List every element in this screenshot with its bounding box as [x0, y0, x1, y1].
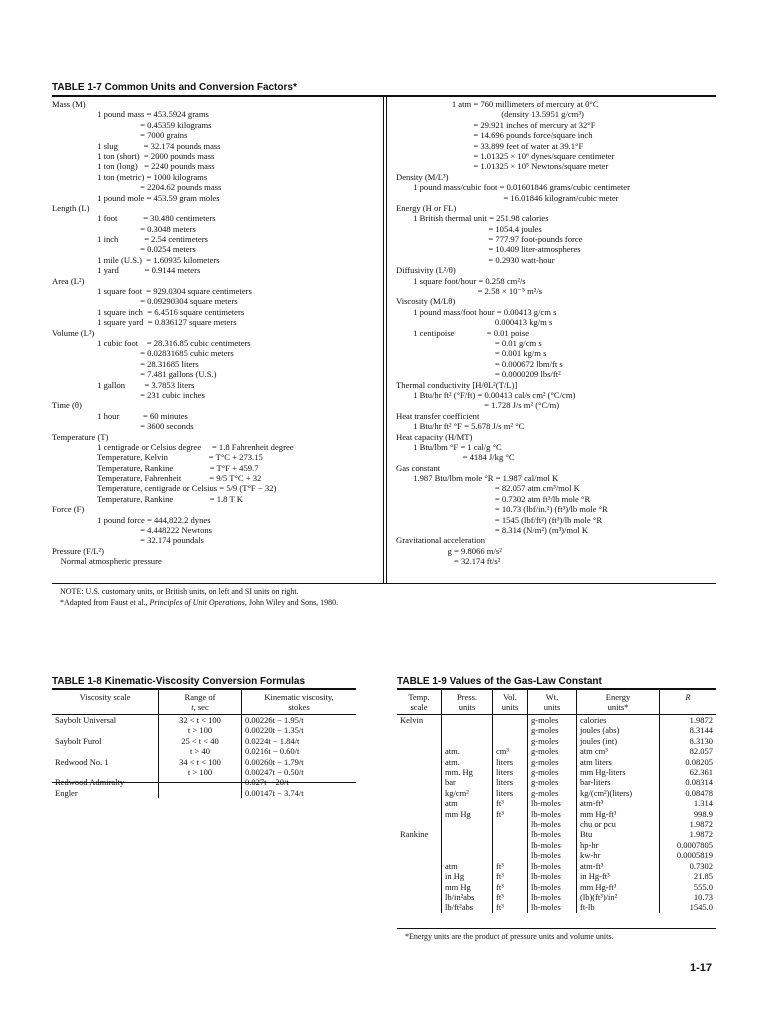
table-cell: [397, 757, 442, 767]
table-cell: ft³: [493, 861, 528, 871]
conversion-line: Gravitational acceleration: [396, 535, 485, 546]
table-cell: lb-moles: [528, 861, 577, 871]
table-1-8-title: TABLE 1-8 Kinematic-Viscosity Conversion Formulas: [52, 676, 306, 687]
cell-scale: Saybolt Furol: [52, 736, 159, 746]
table-cell: [442, 819, 493, 829]
cell-scale: Engler: [52, 788, 159, 798]
conversion-line: = 0.7302 atm ft³/lb mole °R: [396, 493, 591, 504]
table-cell: [397, 850, 442, 860]
conversion-line: 1 pound mass/foot hour = 0.00413 g/cm s: [396, 306, 557, 317]
conversion-line: 1 slug = 32.174 pounds mass: [52, 140, 221, 151]
table-row: [397, 798, 716, 808]
conversion-line: = 0.2930 watt-hour: [396, 254, 555, 265]
col-header-wt-units: Wt. units: [528, 690, 577, 715]
conversion-line: (density 13.5951 g/cm³): [396, 109, 584, 120]
table-row: [397, 757, 716, 767]
cell-range: t > 40: [159, 746, 242, 756]
table-cell: Btu: [577, 829, 660, 839]
table-cell: atm.: [442, 746, 493, 756]
table-row: [397, 736, 716, 746]
conversion-line: = 1.01325 × 10⁶ dynes/square centimeter: [396, 150, 615, 161]
col-header-vol-units: Vol. units: [493, 690, 528, 715]
conversion-line: = 1545 (lbf/ft²) (ft³)/lb mole °R: [396, 514, 603, 525]
table-cell: lb-moles: [528, 798, 577, 808]
table-cell: in Hg: [442, 871, 493, 881]
conversion-line: Temperature, Fahrenheit = 9/5 T°C + 32: [52, 473, 262, 484]
table-1-7-title: TABLE 1-7 Common Units and Conversion Factors*: [52, 82, 297, 93]
conversion-line: 1.987 Btu/lbm mole °R = 1.987 cal/mol K: [396, 473, 559, 484]
table-cell: lb-moles: [528, 840, 577, 850]
table-row: [397, 840, 716, 850]
cell-range: t > 100: [159, 725, 242, 735]
conversion-line: = 0.0000209 lbs/ft²: [396, 369, 561, 380]
table-cell: [493, 715, 528, 726]
table-cell: 0.0007805: [676, 839, 713, 850]
table-cell: g-moles: [528, 746, 577, 756]
table-cell: g-moles: [528, 767, 577, 777]
table-1-7-us-units-column: [52, 99, 294, 567]
conversion-line: 1 Btu/hr ft² °F = 5.678 J/s m² °C: [396, 421, 525, 432]
conversion-line: = 10.409 liter-atmospheres: [396, 244, 581, 255]
conversion-line: Energy (H or FL): [396, 202, 457, 213]
conversion-line: = 0.02831685 cubic meters: [52, 348, 234, 359]
table-cell: 998.9: [693, 808, 713, 819]
table-row: [52, 767, 356, 777]
table-cell: atm cm³: [577, 746, 660, 756]
table-1-9-bottom-rule: [397, 928, 716, 929]
table-cell: hp-hr: [577, 840, 660, 850]
table-cell: [442, 840, 493, 850]
conversion-line: = 4184 J/kg °C: [396, 452, 515, 463]
table-cell: lb-moles: [528, 871, 577, 881]
conversion-line: = 2.58 × 10⁻⁵ m²/s: [396, 286, 543, 297]
conversion-line: = 32.174 poundals: [52, 535, 204, 546]
conversion-line: 1 ton (short) = 2000 pounds mass: [52, 150, 215, 161]
table-cell: mm Hg: [442, 809, 493, 819]
conversion-line: 1 foot = 30.480 centimeters: [52, 213, 216, 224]
cell-range: 34 < t < 100: [159, 757, 242, 767]
table-row: [397, 902, 716, 912]
table-cell: [442, 725, 493, 735]
table-row: [52, 746, 356, 756]
table-cell: [493, 819, 528, 829]
table-row: [52, 736, 356, 746]
conversion-line: = 14.696 pounds force/square inch: [396, 130, 593, 141]
table-row: [397, 882, 716, 892]
conversion-line: Temperature, Rankine = 1.8 T K: [52, 493, 243, 504]
conversion-line: 1 square foot = 929.0304 square centimeters: [52, 286, 252, 297]
conversion-line: = 4.448222 Newtons: [52, 525, 213, 536]
table-cell: [397, 746, 442, 756]
conversion-line: = 1.728 J/s m² (°C/m): [396, 400, 560, 411]
conversion-line: Force (F): [52, 504, 85, 515]
table-cell: [442, 715, 493, 726]
table-cell: [397, 840, 442, 850]
table-cell: 62.361: [689, 767, 713, 778]
table-row: [397, 861, 716, 871]
table-cell: g-moles: [528, 777, 577, 787]
conversion-line: = 231 cubic inches: [52, 389, 205, 400]
cell-scale: Saybolt Universal: [52, 715, 159, 726]
conversion-line: = 0.3048 meters: [52, 223, 196, 234]
table-cell: lb-moles: [528, 850, 577, 860]
conversion-line: 1 atm = 760 millimeters of mercury at 0°C: [396, 99, 599, 109]
table-row: [397, 809, 716, 819]
table-cell: 1.9872: [689, 715, 713, 725]
conversion-line: Thermal conductivity [H/θL²(T/L)]: [396, 379, 518, 390]
table-cell: [397, 725, 442, 735]
conversion-line: 1 cubic foot = 28.316.85 cubic centimeters: [52, 337, 251, 348]
table-cell: 555.0: [693, 881, 713, 892]
table-cell: Kelvin: [397, 715, 442, 726]
table-cell: [397, 809, 442, 819]
table-cell: joules (abs): [577, 725, 660, 735]
table-cell: bar: [442, 777, 493, 787]
table-cell: mm Hg-liters: [577, 767, 660, 777]
table-cell: kw-hr: [577, 850, 660, 860]
table-cell: [397, 736, 442, 746]
conversion-line: 1 ton (metric) = 1000 kilograms: [52, 171, 208, 182]
table-cell: lb/ft²abs: [442, 902, 493, 912]
table-cell: atm-ft³: [577, 798, 660, 808]
conversion-line: = 777.97 foot-pounds force: [396, 234, 583, 245]
table-1-7-divider-b: [386, 97, 387, 583]
table-cell: ft³: [493, 892, 528, 902]
table-row: [52, 757, 356, 767]
conversion-line: = 28.31685 liters: [52, 358, 199, 369]
conversion-line: 1 pound mole = 453.59 gram moles: [52, 192, 220, 203]
col-header-viscosity-scale: Viscosity scale: [52, 690, 159, 715]
conversion-line: 1 inch = 2.54 centimeters: [52, 234, 208, 245]
table-cell: 0.08205: [685, 756, 713, 767]
table-cell: mm Hg: [442, 882, 493, 892]
col-header-energy-units: Energy units*: [577, 690, 660, 715]
table-cell: g-moles: [528, 736, 577, 746]
table-row: [397, 767, 716, 777]
table-cell: [493, 840, 528, 850]
table-cell: 0.0005819: [676, 850, 713, 861]
table-row: [397, 892, 716, 902]
table-cell: g-moles: [528, 788, 577, 798]
conversion-line: 1 Btu/hr ft² (°F/ft) = 0.00413 cal/s cm² (°C/cm): [396, 389, 576, 400]
cell-formula: 0.00220t − 1.35/t: [245, 725, 304, 736]
conversion-line: = 32.174 ft/s²: [396, 556, 501, 567]
conversion-line: 1 mile (U.S.) = 1.60935 kilometers: [52, 254, 220, 265]
conversion-line: 1 pound mass = 453.5924 grams: [52, 109, 209, 120]
table-cell: [397, 892, 442, 902]
cell-formula: 0.00147t − 3.74/t: [245, 787, 304, 798]
conversion-line: = 29.921 inches of mercury at 32°F: [396, 119, 596, 130]
table-cell: lb-moles: [528, 809, 577, 819]
conversion-line: = 82.057 atm cm³/mol K: [396, 483, 580, 494]
table-cell: mm Hg-ft³: [577, 882, 660, 892]
table-cell: in Hg-ft³: [577, 871, 660, 881]
table-cell: ft-lb: [577, 902, 660, 912]
conversion-line: 1 pound force = 444,822.2 dynes: [52, 514, 211, 525]
table-cell: ft³: [493, 871, 528, 881]
col-header-r: R: [685, 692, 691, 702]
conversion-line: g = 9.8066 m/s²: [396, 545, 502, 556]
table-cell: mm. Hg: [442, 767, 493, 777]
conversion-line: Heat capacity (H/MT): [396, 431, 473, 442]
table-1-7-si-units-column: [396, 99, 630, 567]
conversion-line: Temperature, Rankine = T°F + 459.7: [52, 462, 259, 473]
conversion-line: 1 hour = 60 minutes: [52, 410, 188, 421]
cell-formula: 0.0224t − 1.84/t: [245, 735, 300, 746]
table-cell: [397, 767, 442, 777]
conversion-line: = 0.09290304 square meters: [52, 296, 238, 307]
cell-range: 25 < t < 40: [159, 736, 242, 746]
table-cell: atm liters: [577, 757, 660, 767]
col-header-press-units: Press. units: [442, 690, 493, 715]
table-cell: 8.3144: [689, 725, 713, 736]
conversion-line: Viscosity (M/Lθ): [396, 296, 456, 307]
table-cell: 0.7302: [689, 860, 713, 871]
conversion-line: = 7.481 gallons (U.S.): [52, 369, 217, 380]
col-header-range: Range of t, sec: [159, 690, 242, 715]
table-cell: [397, 882, 442, 892]
table-cell: [442, 850, 493, 860]
conversion-line: = 0.01 g/cm s: [396, 337, 542, 348]
cell-formula: 0.00260t − 1.79/t: [245, 756, 304, 767]
conversion-line: = 0.000672 lbm/ft s: [396, 358, 563, 369]
table-cell: liters: [493, 788, 528, 798]
conversion-line: 0.000413 kg/m s: [396, 317, 553, 328]
conversion-line: = 0.001 kg/m s: [396, 348, 547, 359]
table-cell: calories: [577, 715, 660, 726]
conversion-line: Mass (M): [52, 99, 86, 109]
col-header-temp-scale: Temp. scale: [397, 690, 442, 715]
table-1-8-bottom-rule: [52, 782, 356, 783]
conversion-line: = 0.0254 meters: [52, 244, 196, 255]
cell-formula: 0.00247t − 0.50/t: [245, 767, 304, 778]
table-row: [397, 829, 716, 839]
table-cell: lb-moles: [528, 819, 577, 829]
conversion-line: Gas constant: [396, 462, 441, 473]
table-cell: [397, 871, 442, 881]
table-cell: lb-moles: [528, 829, 577, 839]
conversion-line: 1 ton (long) = 2240 pounds mass: [52, 161, 215, 172]
cell-scale: [52, 725, 159, 735]
conversion-line: Length (L): [52, 202, 90, 213]
table-cell: [442, 829, 493, 839]
conversion-line: Time (θ): [52, 400, 82, 411]
conversion-line: 1 centipoise = 0.01 poise: [396, 327, 530, 338]
table-cell: [397, 819, 442, 829]
table-cell: kg/cm²: [442, 788, 493, 798]
page-number: 1-17: [690, 962, 713, 974]
table-cell: g-moles: [528, 725, 577, 735]
conversion-line: Pressure (F/L²): [52, 545, 104, 556]
table-row: [52, 715, 356, 726]
conversion-line: Heat transfer coefficient: [396, 410, 480, 421]
table-cell: liters: [493, 757, 528, 767]
table-cell: [493, 850, 528, 860]
table-cell: kg/(cm²)(liters): [577, 788, 660, 798]
col-header-kinematic-viscosity: Kinematic viscosity, stokes: [264, 692, 334, 712]
table-cell: ft³: [493, 902, 528, 912]
conversion-line: Normal atmospheric pressure: [52, 556, 162, 567]
conversion-line: 1 square foot/hour = 0.258 cm²/s: [396, 275, 526, 286]
table-cell: 10.73: [693, 891, 713, 902]
cell-range: [159, 788, 242, 798]
cell-range: 32 < t < 100: [159, 715, 242, 726]
table-row: [397, 746, 716, 756]
table-cell: (lb)(ft³)/in²: [577, 892, 660, 902]
table-cell: 1.9872: [689, 819, 713, 830]
conversion-line: = 10.73 (lbf/in.²) (ft³)/lb mole °R: [396, 504, 608, 515]
table-1-9-footnote: *Energy units are the product of pressure units and volume units.: [405, 932, 614, 941]
conversion-line: Temperature, Kelvin = T°C + 273.15: [52, 452, 263, 463]
table-row: [397, 850, 716, 860]
table-1-7-top-rule: [52, 95, 716, 97]
conversion-line: 1 Btu/lbm °F = 1 cal/g °C: [396, 441, 502, 452]
table-cell: atm.: [442, 757, 493, 767]
conversion-line: = 16.01846 kilogram/cubic meter: [396, 192, 619, 203]
table-cell: [493, 829, 528, 839]
conversion-line: = 3600 seconds: [52, 421, 194, 432]
table-1-7-note: NOTE: U.S. customary units, or British units, on left and SI units on right.: [60, 587, 299, 596]
table-cell: mm Hg-ft³: [577, 809, 660, 819]
table-cell: lb-moles: [528, 892, 577, 902]
conversion-line: = 2204.62 pounds mass: [52, 182, 222, 193]
conversion-line: 1 yard = 0.9144 meters: [52, 265, 201, 276]
conversion-line: = 0.45359 kilograms: [52, 119, 212, 130]
table-cell: lb-moles: [528, 902, 577, 912]
conversion-line: Area (L²): [52, 275, 85, 286]
table-cell: [397, 788, 442, 798]
conversion-line: Temperature (T): [52, 431, 109, 442]
table-cell: g-moles: [528, 757, 577, 767]
table-cell: [442, 736, 493, 746]
table-cell: [397, 798, 442, 808]
cell-scale: Redwood No. 1: [52, 757, 159, 767]
conversion-line: = 7000 grains: [52, 130, 188, 141]
conversion-line: = 1054.4 joules: [396, 223, 542, 234]
table-row: [397, 725, 716, 735]
table-cell: lb/in²abs: [442, 892, 493, 902]
conversion-line: = 8.314 (N/m²) (m³)/mol K: [396, 525, 589, 536]
conversion-line: 1 gallon = 3.7853 liters: [52, 379, 195, 390]
conversion-line: 1 square yard = 0.836127 square meters: [52, 317, 237, 328]
conversion-line: 1 British thermal unit = 251.98 calories: [396, 213, 549, 224]
conversion-line: Temperature, centigrade or Celsius = 5/9 (T°F − 32): [52, 483, 277, 494]
conversion-line: = 33.899 feet of water at 39.1°F: [396, 140, 584, 151]
table-row: [397, 715, 716, 726]
conversion-line: Diffusivity (L²/θ): [396, 265, 456, 276]
table-cell: Rankine: [397, 829, 442, 839]
table-cell: liters: [493, 777, 528, 787]
table-cell: 0.08478: [685, 787, 713, 798]
table-row: [397, 819, 716, 829]
table-cell: 1.9872: [689, 829, 713, 840]
table-row: [52, 788, 356, 798]
table-cell: [397, 777, 442, 787]
table-cell: 0.08314: [685, 777, 713, 788]
table-cell: joules (int): [577, 736, 660, 746]
table-cell: [493, 725, 528, 735]
table-1-9-title: TABLE 1-9 Values of the Gas-Law Constant: [397, 676, 602, 687]
table-cell: lb-moles: [528, 882, 577, 892]
conversion-line: Volume (L³): [52, 327, 95, 338]
table-row: [397, 777, 716, 787]
table-cell: ft³: [493, 798, 528, 808]
table-cell: atm-ft³: [577, 861, 660, 871]
table-1-9: [397, 690, 716, 913]
table-cell: 8.3130: [689, 735, 713, 746]
cell-scale: [52, 767, 159, 777]
conversion-line: 1 square inch = 6.4516 square centimeters: [52, 306, 245, 317]
cell-formula: 0.00226t − 1.95/t: [245, 715, 304, 725]
table-row: [397, 788, 716, 798]
table-cell: atm: [442, 798, 493, 808]
table-cell: 1545.0: [689, 902, 713, 913]
table-cell: [493, 736, 528, 746]
table-1-7-divider-a: [383, 97, 384, 583]
table-1-7-bottom-rule: [52, 583, 716, 584]
cell-scale: [52, 746, 159, 756]
table-cell: [397, 902, 442, 912]
conversion-line: Density (M/L³): [396, 171, 449, 182]
table-cell: ft³: [493, 809, 528, 819]
conversion-line: 1 pound mass/cubic foot = 0.01601846 grams/cubic centimeter: [396, 182, 630, 193]
table-cell: ft³: [493, 882, 528, 892]
table-cell: cm³: [493, 746, 528, 756]
conversion-line: 1 centigrade or Celsius degree = 1.8 Fahrenheit degree: [52, 441, 294, 452]
table-row: [397, 871, 716, 881]
table-cell: 82.057: [689, 746, 713, 757]
table-cell: atm: [442, 861, 493, 871]
cell-range: t > 100: [159, 767, 242, 777]
table-row: [52, 725, 356, 735]
table-cell: bar-liters: [577, 777, 660, 787]
table-cell: liters: [493, 767, 528, 777]
cell-formula: 0.0216t − 0.60/t: [245, 746, 300, 757]
table-cell: 1.314: [693, 798, 713, 809]
conversion-line: = 1.01325 × 10⁵ Newtons/square meter: [396, 161, 609, 172]
table-cell: chu or pcu: [577, 819, 660, 829]
table-cell: g-moles: [528, 715, 577, 726]
table-1-7-source-footnote: *Adapted from Faust et al., Principles of Unit Operations, John Wiley and Sons, 1980.: [60, 598, 339, 607]
table-cell: [397, 861, 442, 871]
table-cell: 21.85: [693, 871, 713, 882]
